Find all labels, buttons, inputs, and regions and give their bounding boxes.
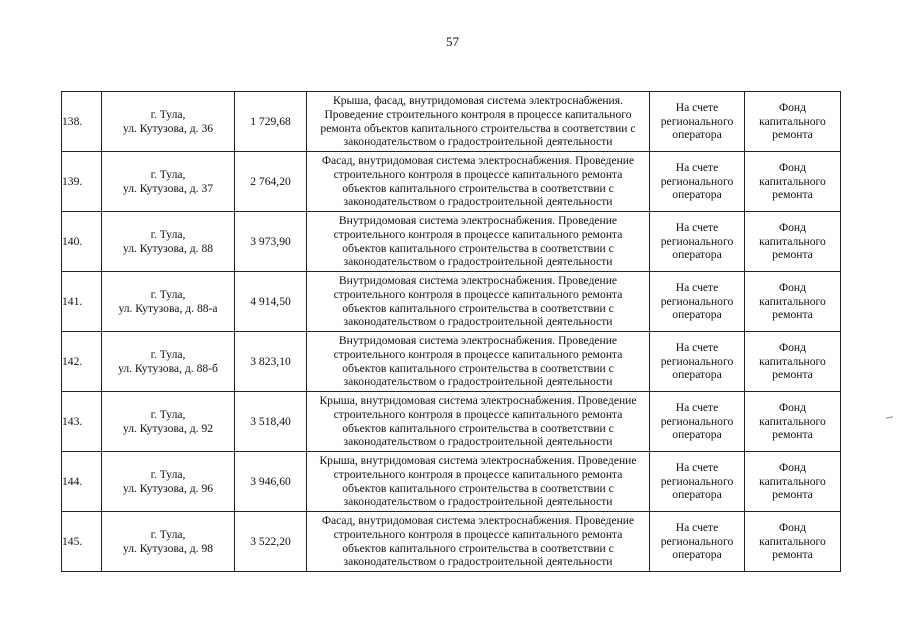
funding-source-line: Фонд (778, 461, 807, 475)
account-line: На счете (675, 401, 719, 415)
funding-source-line: капитального (759, 174, 826, 188)
scan-mark (886, 416, 893, 418)
account-cell (650, 452, 745, 512)
works-description-cell (307, 212, 650, 272)
account-cell (650, 152, 745, 212)
works-description-line: законодательством о градостроительной деятельности (343, 135, 613, 149)
works-description-line: объектов капитального строительства в соответствии с (342, 241, 614, 255)
account-cell (650, 212, 745, 272)
account-cell (650, 92, 745, 152)
account-line: регионального (660, 354, 734, 368)
works-description-cell (307, 92, 650, 152)
address-cell (102, 152, 235, 212)
funding-source-line: капитального (759, 234, 826, 248)
cost-value: 3 946,60 (250, 474, 291, 488)
cost-value: 4 914,50 (250, 294, 291, 308)
funding-source-line: ремонта (772, 128, 813, 142)
account-cell (650, 392, 745, 452)
table-row (62, 272, 841, 332)
row-number: 141. (62, 294, 83, 308)
funding-source-line: ремонта (772, 248, 813, 262)
funding-source-line: Фонд (778, 101, 807, 115)
address-street: ул. Кутузова, д. 98 (122, 541, 214, 555)
works-description-line: объектов капитального строительства в соответствии с (342, 181, 614, 195)
funding-source-cell (745, 452, 841, 512)
cost-value: 3 518,40 (250, 414, 291, 428)
cost-value: 2 764,20 (250, 174, 291, 188)
works-table-body (62, 92, 841, 572)
funding-source-line: капитального (759, 414, 826, 428)
funding-source-line: ремонта (772, 428, 813, 442)
works-description-line: объектов капитального строительства в соответствии с (342, 541, 614, 555)
row-number: 145. (62, 534, 83, 548)
funding-source-cell (745, 332, 841, 392)
address-city: г. Тула, (150, 527, 186, 541)
works-description-line: Внутридомовая система электроснабжения. Проведение (338, 274, 618, 288)
row-number: 143. (62, 414, 83, 428)
works-description-line: строительного контроля в процессе капитального ремонта (333, 287, 623, 301)
funding-source-line: Фонд (778, 521, 807, 535)
row-number: 140. (62, 234, 83, 248)
works-description-line: Фасад, внутридомовая система электроснабжения. Проведение (321, 514, 635, 528)
works-description-line: Крыша, внутридомовая система электроснабжения. Проведение (319, 394, 637, 408)
cost-value: 1 729,68 (250, 114, 291, 128)
works-description-line: Крыша, фасад, внутридомовая система электроснабжения. (333, 94, 623, 108)
works-description-line: строительного контроля в процессе капитального ремонта (333, 347, 623, 361)
works-description-line: Внутридомовая система электроснабжения. Проведение (338, 214, 618, 228)
funding-source-line: капитального (759, 114, 826, 128)
account-line: оператора (672, 548, 722, 562)
row-number-cell (62, 392, 102, 452)
works-description-line: ремонта объектов капитального строительства в соответствии с (320, 121, 636, 135)
address-cell (102, 512, 235, 572)
table-row (62, 452, 841, 512)
works-description-line: строительного контроля в процессе капитального ремонта (333, 527, 623, 541)
address-city: г. Тула, (150, 167, 186, 181)
works-description-cell (307, 452, 650, 512)
funding-source-line: Фонд (778, 161, 807, 175)
cost-cell (235, 152, 307, 212)
works-description-line: Проведение строительного контроля в процессе капитального (324, 107, 632, 121)
row-number: 138. (62, 114, 83, 128)
account-line: На счете (675, 341, 719, 355)
works-description-line: строительного контроля в процессе капитального ремонта (333, 227, 623, 241)
account-cell (650, 272, 745, 332)
address-street: ул. Кутузова, д. 88-б (118, 361, 218, 375)
funding-source-line: ремонта (772, 548, 813, 562)
works-description-line: объектов капитального строительства в соответствии с (342, 421, 614, 435)
account-line: оператора (672, 428, 722, 442)
row-number-cell (62, 152, 102, 212)
funding-source-line: капитального (759, 474, 826, 488)
funding-source-cell (745, 212, 841, 272)
account-line: регионального (660, 294, 734, 308)
account-line: На счете (675, 221, 719, 235)
address-city: г. Тула, (150, 467, 186, 481)
works-description-line: законодательством о градостроительной деятельности (343, 315, 613, 329)
account-line: регионального (660, 114, 734, 128)
works-description-line: строительного контроля в процессе капитального ремонта (333, 407, 623, 421)
account-line: регионального (660, 174, 734, 188)
address-city: г. Тула, (150, 407, 186, 421)
account-line: оператора (672, 368, 722, 382)
row-number-cell (62, 92, 102, 152)
account-line: регионального (660, 414, 734, 428)
account-line: оператора (672, 188, 722, 202)
works-description-cell (307, 152, 650, 212)
works-description-line: объектов капитального строительства в соответствии с (342, 361, 614, 375)
page-number: 57 (446, 34, 459, 49)
funding-source-cell (745, 512, 841, 572)
address-cell (102, 92, 235, 152)
row-number-cell (62, 452, 102, 512)
funding-source-line: Фонд (778, 401, 807, 415)
address-cell (102, 452, 235, 512)
funding-source-line: капитального (759, 534, 826, 548)
funding-source-line: ремонта (772, 368, 813, 382)
address-cell (102, 212, 235, 272)
funding-source-line: ремонта (772, 308, 813, 322)
account-line: На счете (675, 461, 719, 475)
works-description-line: Внутридомовая система электроснабжения. Проведение (338, 334, 618, 348)
address-city: г. Тула, (150, 107, 186, 121)
funding-source-cell (745, 92, 841, 152)
works-description-line: объектов капитального строительства в соответствии с (342, 301, 614, 315)
funding-source-line: ремонта (772, 488, 813, 502)
account-line: регионального (660, 534, 734, 548)
account-line: На счете (675, 521, 719, 535)
account-line: На счете (675, 101, 719, 115)
cost-value: 3 823,10 (250, 354, 291, 368)
table-row (62, 212, 841, 272)
works-description-line: строительного контроля в процессе капитального ремонта (333, 167, 623, 181)
funding-source-line: капитального (759, 354, 826, 368)
works-description-line: строительного контроля в процессе капитального ремонта (333, 467, 623, 481)
works-description-line: законодательством о градостроительной деятельности (343, 375, 613, 389)
funding-source-cell (745, 392, 841, 452)
row-number-cell (62, 512, 102, 572)
account-line: оператора (672, 248, 722, 262)
account-line: На счете (675, 161, 719, 175)
works-description-cell (307, 272, 650, 332)
funding-source-line: Фонд (778, 221, 807, 235)
works-table (61, 91, 841, 572)
account-cell (650, 332, 745, 392)
works-description-cell (307, 392, 650, 452)
funding-source-cell (745, 152, 841, 212)
cost-cell (235, 512, 307, 572)
cost-cell (235, 392, 307, 452)
address-cell (102, 332, 235, 392)
account-cell (650, 512, 745, 572)
account-line: регионального (660, 234, 734, 248)
cost-cell (235, 452, 307, 512)
funding-source-cell (745, 272, 841, 332)
row-number: 142. (62, 354, 83, 368)
works-description-line: законодательством о градостроительной деятельности (343, 495, 613, 509)
works-description-line: законодательством о градостроительной деятельности (343, 195, 613, 209)
works-description-line: законодательством о градостроительной деятельности (343, 255, 613, 269)
account-line: оператора (672, 488, 722, 502)
cost-value: 3 522,20 (250, 534, 291, 548)
funding-source-line: капитального (759, 294, 826, 308)
cost-cell (235, 272, 307, 332)
table-row (62, 392, 841, 452)
address-city: г. Тула, (150, 347, 186, 361)
works-description-line: законодательством о градостроительной деятельности (343, 555, 613, 569)
address-city: г. Тула, (150, 227, 186, 241)
cost-cell (235, 92, 307, 152)
address-street: ул. Кутузова, д. 88-а (118, 301, 218, 315)
row-number-cell (62, 272, 102, 332)
address-cell (102, 272, 235, 332)
funding-source-line: Фонд (778, 341, 807, 355)
address-street: ул. Кутузова, д. 92 (122, 421, 214, 435)
row-number-cell (62, 332, 102, 392)
row-number-cell (62, 212, 102, 272)
address-cell (102, 392, 235, 452)
address-street: ул. Кутузова, д. 88 (122, 241, 214, 255)
address-city: г. Тула, (150, 287, 186, 301)
cost-value: 3 973,90 (250, 234, 291, 248)
works-description-line: объектов капитального строительства в соответствии с (342, 481, 614, 495)
funding-source-line: ремонта (772, 188, 813, 202)
account-line: оператора (672, 308, 722, 322)
address-street: ул. Кутузова, д. 96 (122, 481, 214, 495)
row-number: 139. (62, 174, 83, 188)
works-description-line: Крыша, внутридомовая система электроснабжения. Проведение (319, 454, 637, 468)
table-row (62, 92, 841, 152)
table-row (62, 512, 841, 572)
table-row (62, 152, 841, 212)
works-description-cell (307, 332, 650, 392)
works-description-cell (307, 512, 650, 572)
row-number: 144. (62, 474, 83, 488)
works-description-line: законодательством о градостроительной деятельности (343, 435, 613, 449)
address-street: ул. Кутузова, д. 36 (122, 121, 214, 135)
works-description-line: Фасад, внутридомовая система электроснабжения. Проведение (321, 154, 635, 168)
account-line: регионального (660, 474, 734, 488)
funding-source-line: Фонд (778, 281, 807, 295)
address-street: ул. Кутузова, д. 37 (122, 181, 214, 195)
account-line: оператора (672, 128, 722, 142)
account-line: На счете (675, 281, 719, 295)
cost-cell (235, 332, 307, 392)
cost-cell (235, 212, 307, 272)
table-row (62, 332, 841, 392)
